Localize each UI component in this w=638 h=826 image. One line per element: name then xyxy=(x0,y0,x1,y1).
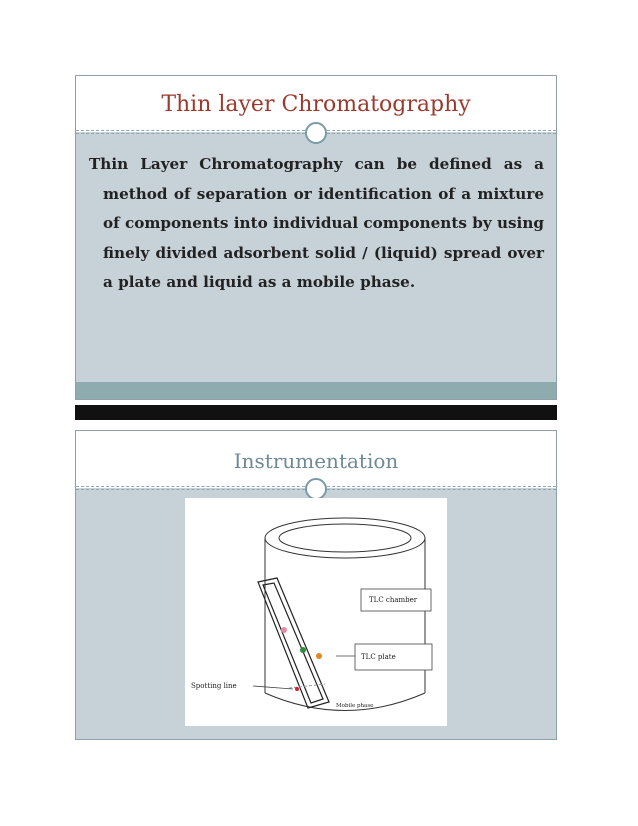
spot-orange xyxy=(316,653,322,659)
slide-definition xyxy=(75,75,557,400)
slide-title: Thin layer Chromatography xyxy=(161,92,471,117)
divider-circle-icon xyxy=(305,122,327,144)
definition-text xyxy=(89,150,544,298)
definition-paragraph: Thin Layer Chromatography can be defined as a method of separation or identification of a mixture of components into individual components by using finely divided adsorbent solid / (liquid) spread over a plate and liquid as a mobile phase. xyxy=(89,155,544,291)
label-chamber-text: TLC chamber xyxy=(369,596,418,604)
label-spotting xyxy=(191,682,293,690)
label-chamber xyxy=(361,589,431,611)
bottom-strip xyxy=(76,382,556,399)
slide-title: Instrumentation xyxy=(233,449,399,473)
label-mobile-text: Mobile phase xyxy=(336,703,374,709)
label-spotting-text: Spotting line xyxy=(191,682,237,690)
slide-separator xyxy=(75,405,557,420)
spot-green xyxy=(300,647,306,653)
slide-instrumentation xyxy=(75,430,557,740)
label-plate-text: TLC plate xyxy=(361,653,396,661)
tlc-chamber-shape xyxy=(265,518,425,711)
spot-pink xyxy=(281,627,287,633)
solvent-line xyxy=(289,684,325,688)
spot-red xyxy=(295,687,299,691)
tlc-diagram xyxy=(185,498,447,726)
tlc-diagram-svg xyxy=(185,498,447,726)
label-plate xyxy=(336,644,432,670)
divider-circle-icon xyxy=(305,478,327,500)
tlc-plate-shape xyxy=(258,578,329,708)
